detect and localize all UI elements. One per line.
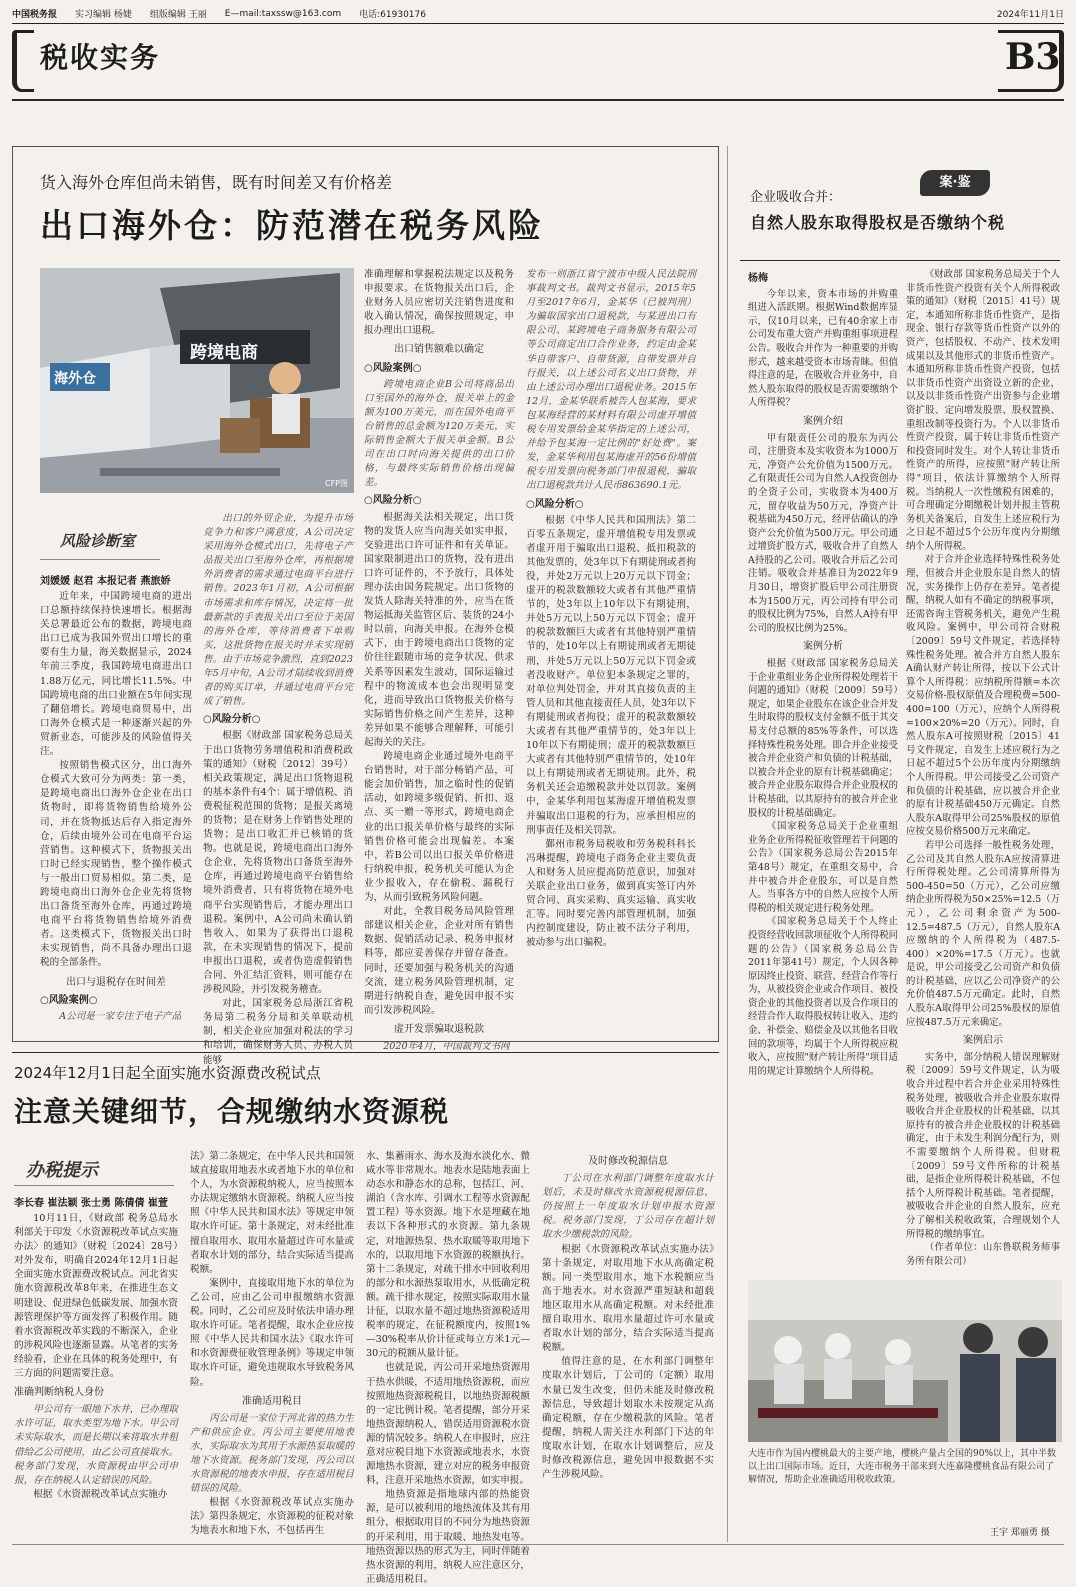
- issue-date: 2024年11月1日: [996, 10, 1064, 20]
- phone: 电话:61930176: [359, 10, 426, 20]
- case-text: 跨境电商企业B公司将商品出口至国外的海外仓，报关单上的金额为100万美元，而在国外电商平台销售的总金额为120万美元，实际销售金额大于报关单金额。B公司在出口时向海关提供的出口价格，与最终实际销售价格出现偏差。: [364, 378, 514, 489]
- right-para: 根据《财政部 国家税务总局关于企业重组业务企业所得税处理若干问题的通知》（财税〔2009〕59号）规定，如果企业股东在该企业合并发生时取得的股权支付金额不低于其交易支付总额的85%等条件，可以选择特殊性税务处理。即合并企业接受被合并企业资产和负债的计税基础，以被合并企业的原有计税基础确定；被合并企业股东取得合并企业股权的计税基础，以其原持有的被合并企业股权的计税基础确定。: [748, 658, 899, 819]
- designer: 组版编辑 王丽: [149, 10, 207, 20]
- cherry-factory-svg: [748, 1280, 1062, 1442]
- water-para: 10月11日，《财政部 税务总局水利部关于印发〈水资源税改革试点实施办法〉的通知》（财税〔2024〕28号）对外发布，明确自2024年12月1日起全面实施水资源费改税试点。河北省实施水资源税改革8年来，在推进生态文明建设、促进绿色低碳发展、加强水资源管理保护等方面发挥了积极作用。随着水资源税改革实践的不断深入，企业的涉税风险也逐渐显露。从笔者的实务经验看，企业在具体的税务处理中，有三方面的问题需要注意。: [14, 1213, 178, 1380]
- right-column-divider: [727, 146, 728, 1542]
- photo-caption-text: 大连市作为国内樱桃最大的主要产地，樱桃产量占全国的90%以上，其中半数以上出口国际市场。近日，大连市税务干部来到大连嘉隆樱桃食品有限公司了解情况，帮助企业准确适用税收政策。: [748, 1449, 1057, 1485]
- case-text: 出口的外贸企业，为提升市场竞争力和客户满意度，A公司决定采用海外仓模式出口，先将电子产品报关出口至海外仓库，再根据境外消费者的需求通过电商平台进行销售。2023年1月初，A公司根据市场需求和库存情况，决定将一批最新款的手表报关出口至位于美国的海外仓库，等待消费者下单购买，这批货物在报关时并未实现销售。由于市场竞争激烈，直到2023年5月中旬，A公司才陆续收到消费者的购买订单，并通过电商平台完成了销售。: [203, 513, 353, 708]
- case-text: 2020年4月，中国裁判文书网: [383, 1040, 510, 1052]
- editor: 实习编辑 杨婕: [75, 10, 132, 20]
- column-logo-text: 风险诊断室: [60, 532, 136, 550]
- photo-caption: [748, 1448, 1062, 1487]
- lead-column-1: [40, 590, 192, 1030]
- photo-credit: 王宇 郑丽勇 摄: [990, 1528, 1050, 1538]
- page-number: B3: [1005, 36, 1061, 78]
- bottom-rule: [12, 1544, 1064, 1545]
- subhead: 及时修改税源信息: [588, 1156, 668, 1167]
- lead-column-3: [364, 268, 514, 1052]
- tax-officers-photo: [748, 1280, 1062, 1442]
- right-para: 《国家税务总局关于个人终止投资经营收回款项征收个人所得税问题的公告》（国家税务总局公告2011年第41号）规定，个人因各种原因终止投资、联营、经营合作等行为，从被投资企业或合作项目、被投资企业的其他投资者以及合作项目的经营合作人取得股权转让收入、违约金、补偿金、赔偿金及以其他名目收回的款项等，均属于个人所得税应税收入，应按照"财产转让所得"项目适用的规定计算缴纳个人所得税。: [748, 916, 899, 1077]
- lead-para: 对此，全教目税务局风险管理部建议相关企业，企业对所有销售数据、促销活动记录、税务申报材料等，都应妥善保存并留存备查。同时，还要加强与税务机关的沟通交流，建立税务风险管理机制，定期进行纳税自查，避免因申报不实而引发涉税风险。: [364, 906, 514, 1016]
- water-headline: 注意关键细节，合规缴纳水资源税: [14, 1095, 450, 1128]
- column-logo-risk: [40, 520, 160, 560]
- water-column-4: [542, 1150, 714, 1542]
- lead-headline: 出口海外仓：防范潜在税务风险: [40, 206, 544, 245]
- header-rule: [12, 99, 1064, 101]
- water-para: 地热资源是指地球内部的热能资源，是可以被利用的地热流体及其有用组分，根据取用目的不同分为地热资源的开采利用，用于取暖、地热发电等。地热资源以热的形式为主，同时伴随着热水资源的利用，纳税人应注意区分，正确适用税目。: [366, 1489, 530, 1585]
- right-column-2: [906, 268, 1060, 1270]
- section-title: 税收实务: [40, 41, 161, 74]
- subhead: 虚开发票骗取退税款: [394, 1023, 484, 1035]
- subhead: 出口销售额难以确定: [394, 344, 484, 356]
- email[interactable]: E—mail:taxssw@163.com: [224, 8, 342, 19]
- lead-column-2: [203, 512, 354, 1066]
- lead-para: 根据《中华人民共和国刑法》第二百零五条规定，虚开增值税专用发票或者虚开用于骗取出口退税、抵扣税款的其他发票的，处3年以下有期徒刑或者拘役，并处2万元以上20万元以下罚金；虚开的税款数额较大或者有其他严重情节的，处3年以上10年以下有期徒刑，并处5万元以上50万元以下罚金；虚开的税款数额巨大或者有其他特别严重情节的，处10年以上有期徒刑或者无期徒刑，并处5万元以上50万元以下罚金或者没收财产。单位犯本条规定之罪的，对单位判处罚金，并对其直接负责的主管人员和其他直接责任人员，处3年以下有期徒刑或者拘役；虚开的税款数额较大或者有其他严重情节的，处3年以上10年以下有期徒刑；虚开的税款数额巨大或者有其他特别严重情节的，处10年以上有期徒刑或者无期徒刑。此外，税务机关还会追缴税款并处以罚款。案例中，金某华利用包某海虚开增值税发票并骗取出口退税的行为，应承担相应的刑事责任及相关罚款。: [526, 514, 696, 836]
- case-text: 发布一则浙江省宁波市中级人民法院刑事裁判文书。裁判文书显示，2015年5月至2017年6月，金某华（已被判刑）为骗取国家出口退税款，与某进出口有限公司、某跨境电子商务服务有限公司等公司商定出口合作业务，约定由金某华自带客户、自带货源，自带发票并自行报关，以上述公司名义出口货物，并由上述公司办理出口退税业务。2015年12月，金某华联系被告人包某海，要求包某海经营的某材料有限公司虚开增值税专用发票给金某华指定的上述公司，并给予包某海一定比例的"好处费"。案发，金某华利用包某海虚开的56份增值税专用发票向税务部门申报退税，骗取出口退税款共计人民币863690.1元。: [526, 269, 696, 492]
- case-text: A公司是一家专注于电子产品: [59, 1010, 182, 1022]
- right-headline-rule: [740, 260, 1060, 261]
- subhead: 出口与退税存在时间差: [66, 976, 166, 988]
- right-para: 实务中，部分纳税人错误理解财税〔2009〕59号文件规定，认为吸收合并过程中若合并企业采用特殊性税务处理，被吸收合并企业股东取得吸收合并企业股权的计税基础，以其原持有的被合并企业股权的计税基础确定，由于未发生利润分配行为，则不需要缴纳个人所得税。但财税〔2009〕59号文件所称的计税基础，是指企业所得税计税基础，不包括个人所得税计税基础。笔者提醒，被吸收合并企业的自然人股东，应充分了解相关税收政策，合理规划个人所得税的缴纳事宜。: [906, 1051, 1060, 1240]
- right-para: 今年以来，资本市场的并购重组进入活跃期。根据Wind数据库显示，仅10月以来，已有40余家上市公司发布重大资产并购重组事项进程公告。吸收合并作为一种重要的并购形式，越来越受资本市场青睐。但值得注意的是，在吸收合并业务中，自然人股东取得的股权是否需要缴纳个人所得税？: [748, 288, 899, 409]
- column-logo-tips: [14, 1150, 174, 1186]
- right-para: 若甲公司选择一般性税务处理，乙公司及其自然人股东A应按清算进行所得税处理。乙公司清算所得为500-450=50（万元），乙公司应缴纳企业所得税为50×25%=12.5（万元），乙公司剩余资产为500-12.5=487.5（万元），自然人股东A应缴纳的个人所得税为（487.5-400）×20%=17.5（万元）。也就是说，甲公司接受乙公司资产和负债的计税基础，应以乙公司净资产的公允价值487.5万元确定。此时，自然人股东A取得甲公司25%股权的原值应按487.5万元来确定。: [906, 839, 1060, 1028]
- photo-credit: CFP图: [324, 479, 348, 488]
- lead-kicker: 货入海外仓库但尚未销售，既有时间差又有价格差: [40, 173, 393, 192]
- right-kicker: 企业吸收合并：: [750, 190, 842, 205]
- author: 杨梅: [748, 273, 768, 284]
- case-text: 丁公司在水利部门调整年度取水计划后，未及时修改水资源税税源信息，仍按照上一年度取水计划申报水资源税。税务部门发现，丁公司存在超计划取水少缴税款的风险。: [542, 1173, 714, 1241]
- water-para: 根据《水资源税改革试点实施办法》第十条规定，对取用地下水从高确定税额。同一类型取用水，地下水税额应当高于地表水。对水资源严重短缺和超载地区取用水从高确定税额。对未经批准擅自取用水、取用水量超过许可水量或者取水计划的部分，结合实际适当提高税额。: [542, 1243, 714, 1354]
- water-para: 法》第二条规定，在中华人民共和国领域直接取用地表水或者地下水的单位和个人，为水资源税纳税人，应当按照本办法规定缴纳水资源税。纳税人应当按照《中华人民共和国水法》等规定申领取水许可证。第十条规定，对未经批准擅自取用水、取用水量超过许可水量或者取水计划的部分，结合实际适当提高税额。: [190, 1151, 354, 1275]
- subhead: 案例介绍: [803, 415, 843, 427]
- subhead: 案例分析: [803, 641, 843, 653]
- water-column-1: [14, 1212, 178, 1542]
- lead-para: 按照销售模式区分，出口海外仓模式大致可分为两类：第一类，是跨境电商出口海外仓企业在出口货物时，即将货物销售给境外公司，并在货物抵达后存入指定海外仓，后续由境外公司在电商平台运营销售。这种模式下，货物报关出口时已经实现销售，整个操作模式与一般出口贸易相似。第二类，是跨境电商出口海外仓企业先将货物出口备货至海外仓库，再通过跨境电商平台将货物销售给境外消费者。这类模式下，货物报关出口时未实现销售，尚不具备办理出口退税的全部条件。: [40, 760, 192, 969]
- water-para: 也就是说，丙公司开采地热资源用于热水供暖，不适用地热资源税，而应按照地热资源税税目，以地热资源税额的一定比例计税。笔者提醒，部分开采地热资源纳税人，错误适用资源税水资源的情况较多。纳税人在申报时，应注意对应税目地下水资源或地表水，水资源地热水资源，建立对应的税务申报资料，注意开采地热水资源，如实申报。: [366, 1362, 530, 1487]
- right-para: 《国家税务总局关于企业重组业务企业所得税征收管理若干问题的公告》（国家税务总局公告2015年第48号）规定，在重组交易中，合并中被合并企业股东，可以是自然人。当事各方中的自然人应按个人所得税的相关规定进行税务处理。: [748, 821, 899, 914]
- lead-byline: 刘媛媛 赵君 本报记者 燕旅娇: [40, 576, 171, 587]
- analysis-label: ○风险分析○: [526, 498, 584, 510]
- analysis-label: ○风险分析○: [364, 495, 422, 507]
- subhead: 案例启示: [963, 1035, 1003, 1047]
- right-para: 对于合并企业选择特殊性税务处理，但被合并企业股东是自然人的情况，实务操作上仍存在差异。笔者提醒，纳税人如有不确定的纳税事项，还需咨询主管税务机关，避免产生税收风险。案例中，甲公司符合财税〔2009〕59号文件规定，若选择特殊性税务处理。被合并方自然人股东A确认财产转让所得，按以下公式计算个人所得税：应纳税所得额=本次交易价格-股权原值及合理税费=500-400=100（万元），应纳个人所得税=100×20%=20（万元）。同时，自然人股东A可按照财税〔2015〕41号文件规定，自发生上述应税行为之日起不超过5个公历年度内分期缴纳个人所得税。甲公司接受乙公司资产和负债的计税基础，应以被合并企业的原有计税基础450万元确定。自然人股东A取得甲公司25%股权的原值应按交易价格500万元来确定。: [906, 554, 1060, 838]
- photo-label-warehouse: 海外仓: [54, 371, 96, 387]
- right-para: 《财政部 国家税务总局关于个人非货币性资产投资有关个人所得税政策的通知》（财税〔2015〕41号）规定，本通知所称非货币性资产，是指现金、银行存款等货币性资产以外的资产，包括股权、不动产、技术发明成果以及其他形式的非货币性资产。本通知所称非货币性资产投资，包括以非货币性资产出资设立新的企业，以及以非货币性资产出资参与企业增资扩股、定向增发股票、股权置换、重组改制等投资行为。个人以非货币性资产投资，属于转让非货币性资产和投资同时发生。对个人转让非货币性资产的所得，应按照"财产转让所得"项目，依法计算缴纳个人所得税。当纳税人一次性缴税有困难的，可合理确定分期缴税计划并报主管税务机关备案后，自发生上述应税行为之日起不超过5个公历年度内分期缴纳个人所得税。: [906, 269, 1060, 552]
- subhead: 准确适用税目: [242, 1395, 302, 1407]
- lead-para: 根据《财政部 国家税务总局关于出口货物劳务增值税和消费税政策的通知》（财税〔2012〕39号）相关政策规定，满足出口货物退税的基本条件有4个：属于增值税、消费税征税范围的货物；是报关离境的货物；是在财务上作销售处理的货物；是出口收汇并已核销的货物。也就是说，跨境电商出口海外仓企业，先将货物出口备货至海外仓库，再通过跨境电商平台销售给境外消费者，只有将货物在境外电商平台实现销售后，才能办理出口退税。案例中，A公司尚未确认销售收入，如果为了获得出口退税款，在未实现销售的情况下，提前申报出口退税，或者伪造虚假销售合同、外汇结汇资料，则可能存在涉税风险，并引发税务稽查。: [203, 730, 354, 996]
- water-byline: 李长春 崔法颖 张士勇 陈倩倩 崔萱: [14, 1198, 168, 1209]
- lead-para: 跨境电商企业通过境外电商平台销售时，对于部分畅销产品，可能会加价销售，加之临时性的促销活动，如跨境多级促销、折扣、返点、买一赠一等形式，跨境电商企业的出口报关单价格与最终的实际销售价格可能会出现偏差。本案中，若B公司以出口报关单价格进行纳税申报，税务机关可能认为企业少报收入，存在偷税、漏税行为，从而引致税务风险问题。: [364, 751, 514, 904]
- water-para: 水、集蓄雨水、海水及海水淡化水、微咸水等非常规水。地表水是陆地表面上动态水和静态水的总称，包括江、河、湖泊（含水库、引调水工程等水资源配置工程）等水资源。地下水是埋藏在地表以下各种形式的水资源。第九条规定，对地源热泵、热水取暖等取用地下水的，以取用地下水资源的税额执行。第十二条规定，对疏干排水中回收利用的部分和水源热泵取用水，从低确定税额。疏干排水规定，按照实际取用水量计征，以取水量不超过地热资源税适用税率的规定，在征税额度内，按照1%—30%税率从价计征或每立方米1元—30元的税额从量计征。: [366, 1151, 530, 1360]
- masthead-bar: [12, 4, 1064, 24]
- lead-para: 准确理解和掌握税法规定以及税务申报要求。在货物报关出口后，企业财务人员应密切关注销售进度和收入确认情况，确保按照规定，申报办理出口退税。: [364, 269, 514, 337]
- paper-name: 中国税务报: [12, 10, 58, 20]
- water-para: 根据《水资源税改革试点实施办法》第四条规定，水资源税的征税对象为地表水和地下水，不包括再生: [190, 1497, 354, 1537]
- water-column-3: [366, 1150, 530, 1585]
- lead-para: 鄞州市税务局税收和劳务税科科长冯琳提醒，跨境电子商务企业主要负责人和财务人员应提高防范意识，加强对关联企业出口业务，做到真实签订内外贸合同、真实采购、真实运输、真实收汇等。同时要完善内部管理机制，加强内控制度建设，防止被不法分子利用，被动参与出口骗税。: [526, 838, 696, 949]
- lead-para: 对此，国家税务总局浙江省税务局第二税务分局和关单联动机制，相关企业应加强对税法的学习和培训，确保财务人员、办税人员能够: [203, 998, 353, 1066]
- water-para: 案例中，直接取用地下水的单位为乙公司，应由乙公司申报缴纳水资源税。同时，乙公司应及时依法申请办理取水许可证。笔者提醒，取水企业应按照《中华人民共和国水法》《取水许可和水资源费征收管理条例》等规定申领取水许可证，避免违规取水导致税务风险。: [190, 1277, 354, 1388]
- cross-border-illustration: [40, 268, 354, 493]
- subhead: 准确判断纳税人身份: [14, 1387, 104, 1399]
- column-logo-text: 案·鉴: [939, 175, 971, 190]
- case-label: ○风险案例○: [40, 994, 98, 1006]
- water-para: 值得注意的是，在水利部门调整年度取水计划后，丁公司的（定额）取用水量已发生改变，但仍未能及时修改税源信息，导致超计划取水未按规定从高确定税额，存在少缴税款的风险。笔者提醒，纳税人需关注水利部门下达的年度取水计划，在取水计划调整后，应及时修改税源信息，避免因申报数据不实产生涉税风险。: [542, 1356, 714, 1481]
- lead-para: 根据海关法相关规定，出口货物的发货人应当向海关如实申报，交验进出口许可证件和有关单证。国家限制进出口的货物，没有进出口许可证件的，不予放行，具体处理办法由国务院规定。出口货物的发货人除海关特准的外，应当在货物运抵海关监管区后、装货的24小时以前，向海关申报。在海外仓模式下，由于跨境电商出口货物的定价往往跟随市场的竞争状况、供求关系等因素发生波动，国际运输过程中的物流成本也会出现明显变化，进而导致出口货物报关价格与实际销售价格之间产生差异，这种差异如果不能够合理解释，可能引起海关的关注。: [364, 511, 514, 748]
- section-brush-bracket: [12, 30, 34, 92]
- photo-label-ecommerce: 跨境电商: [190, 343, 258, 363]
- column-logo-text: 办税提示: [26, 1160, 98, 1181]
- right-para: 甲有限责任公司的股东为丙公司，注册资本及实收资本为1000万元，净资产公允价值为1500万元。乙有限责任公司为自然人A投资创办的全资子公司，实收资本为400万元，留存收益为50万元，净资产计税基础为450万元，经评估确认的净资产公允价值为500万元。甲公司通过增资扩股方式，吸收合并了自然人A持股的乙公司。吸收合并后乙公司注销。吸收合并基准日为2022年9月30日，增资扩股后甲公司注册资本为1500万元，丙公司持有甲公司的股权比例为75%，自然人A持有甲公司的股权比例为25%。: [748, 432, 899, 634]
- water-kicker: 2024年12月1日起全面实施水资源费改税试点: [14, 1064, 321, 1082]
- case-text: 丙公司是一家位于河北省的热力生产和供应企业。丙公司主要使用地表水，实际取水为其用于水源热泵取暖的地下水资源。税务部门发现，丙公司以水资源税的地表水申报，存在适用税目错误的风险。: [190, 1412, 354, 1495]
- lead-para: 近年来，中国跨境电商的进出口总额持续保持快速增长。根据海关总署最近公布的数据，跨境电商出口已成为我国外贸出口增长的重要有生力量，海关数据显示，2024年前三季度，我国跨境电商进出口1.88万亿元，同比增长11.5%。中国跨境电商的出口业额在5年间实现了翻倍增长。跨境电商贸易中，出口海外仓模式是一种逐渐兴起的外贸新业态，可能涉及的风险值得关注。: [40, 591, 192, 758]
- water-para: 根据《水资源税改革试点实施办: [33, 1488, 168, 1500]
- author-unit: （作者单位：山东鲁联税务师事务所有限公司）: [906, 1242, 1060, 1267]
- lead-column-4: [526, 268, 696, 1030]
- analysis-label: ○风险分析○: [203, 714, 261, 726]
- water-column-2: [190, 1150, 354, 1542]
- water-top-rule: [12, 1052, 719, 1053]
- case-text: 甲公司有一眼地下水井，已办理取水许可证，取水类型为地下水。甲公司未实际取水，而是长期以来将取水井租借给乙公司使用，由乙公司直接取水。税务部门发现，水资源税由甲公司申报，存在纳税人认定错误的风险。: [14, 1404, 178, 1486]
- case-label: ○风险案例○: [364, 362, 422, 374]
- right-column-1: [748, 268, 898, 1270]
- right-headline: 自然人股东取得股权是否缴纳个税: [750, 213, 1006, 232]
- column-logo-case: [920, 170, 990, 196]
